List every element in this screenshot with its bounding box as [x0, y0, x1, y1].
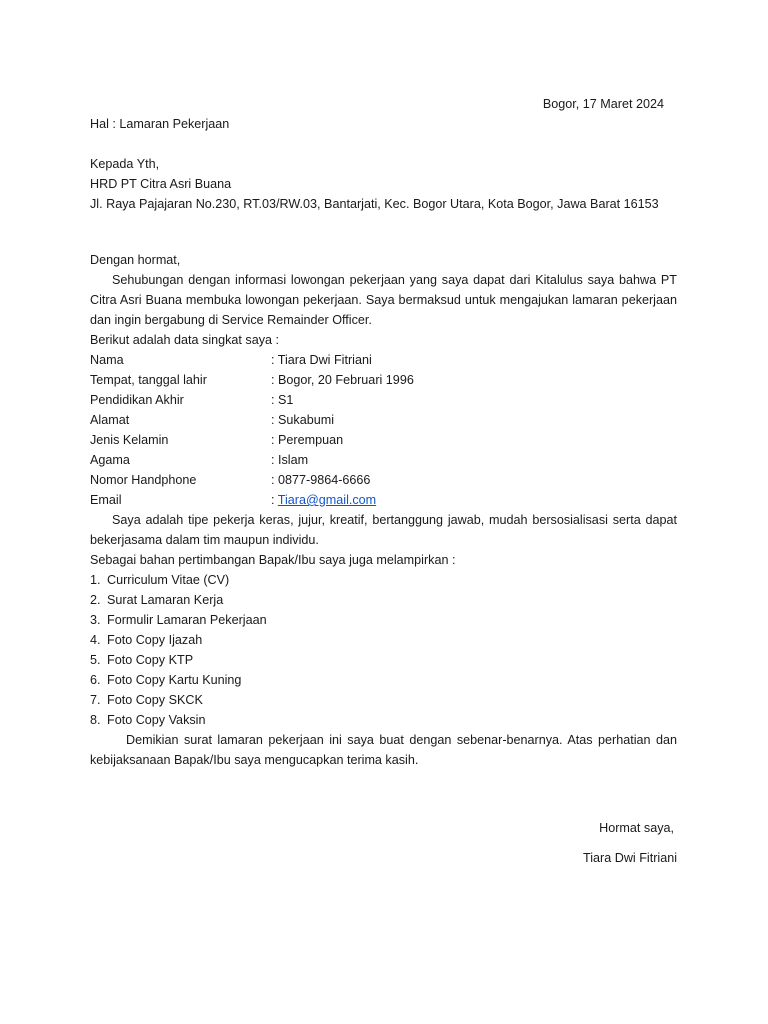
data-row-phone: [90, 470, 677, 490]
data-row-birth: [90, 370, 677, 390]
email-prefix: :: [271, 493, 278, 507]
data-value: : Perempuan: [271, 433, 344, 447]
personal-data-table: [90, 350, 677, 510]
attachments-intro: Sebagai bahan pertimbangan Bapak/Ibu saya juga melampirkan :: [90, 553, 456, 567]
data-value: : Bogor, 20 Februari 1996: [271, 373, 414, 387]
data-value: : S1: [271, 393, 294, 407]
list-item: [90, 650, 677, 670]
data-label: Agama: [90, 453, 130, 467]
list-text: Foto Copy KTP: [107, 653, 194, 667]
recipient-salutation: Kepada Yth,: [90, 157, 160, 171]
list-item: [90, 590, 677, 610]
list-text: Foto Copy Kartu Kuning: [107, 673, 242, 687]
data-intro: Berikut adalah data singkat saya :: [90, 333, 280, 347]
data-row-religion: [90, 450, 677, 470]
data-row-address: [90, 410, 677, 430]
recipient-name: HRD PT Citra Asri Buana: [90, 177, 232, 191]
data-label: Nomor Handphone: [90, 473, 197, 487]
data-row-education: [90, 390, 677, 410]
email-link[interactable]: Tiara@gmail.com: [277, 493, 377, 507]
list-item: [90, 570, 677, 590]
data-row-name: [90, 350, 677, 370]
greeting: Dengan hormat,: [90, 253, 181, 267]
list-text: Foto Copy Vaksin: [107, 713, 206, 727]
letter-subject: Hal : Lamaran Pekerjaan: [90, 117, 230, 131]
attachments-list: [90, 570, 677, 730]
data-row-email: [90, 490, 677, 510]
list-number: 4.: [90, 633, 101, 647]
list-text: Foto Copy Ijazah: [107, 633, 203, 647]
list-item: [90, 630, 677, 650]
list-text: Formulir Lamaran Pekerjaan: [107, 613, 267, 627]
list-item: [90, 690, 677, 710]
data-label: Tempat, tanggal lahir: [90, 373, 207, 387]
data-label: Jenis Kelamin: [90, 433, 169, 447]
list-number: 5.: [90, 653, 101, 667]
list-item: [90, 670, 677, 690]
intro-paragraph: Sehubungan dengan informasi lowongan pekerjaan yang saya dapat dari Kitalulus saya bahwa PT Citra Asri Buana membuka lowongan pekerjaan. Saya bermaksud untuk mengajukan lamaran pekerjaan dan ingin bergabung di Service Remainder Officer.: [90, 273, 677, 327]
data-label: Alamat: [90, 413, 130, 427]
list-number: 3.: [90, 613, 101, 627]
list-number: 1.: [90, 573, 101, 587]
data-value: : Islam: [271, 453, 309, 467]
data-row-gender: [90, 430, 677, 450]
list-number: 8.: [90, 713, 101, 727]
list-item: [90, 610, 677, 630]
letter-date: Bogor, 17 Maret 2024: [542, 97, 664, 111]
data-value: : 0877-9864-6666: [271, 473, 371, 487]
list-number: 6.: [90, 673, 101, 687]
data-label: Nama: [90, 353, 124, 367]
self-description: Saya adalah tipe pekerja keras, jujur, kreatif, bertanggung jawab, mudah bersosialisasi serta dapat bekerjasama dalam tim maupun individu.: [90, 513, 677, 547]
signature-name: Tiara Dwi Fitriani: [583, 851, 677, 865]
list-text: Foto Copy SKCK: [107, 693, 203, 707]
list-text: Surat Lamaran Kerja: [107, 593, 224, 607]
list-number: 7.: [90, 693, 101, 707]
data-value: : Sukabumi: [271, 413, 334, 427]
closing-salutation: Hormat saya,: [599, 821, 674, 835]
list-item: [90, 710, 677, 730]
letter-body: [90, 250, 677, 770]
data-label: Pendidikan Akhir: [90, 393, 184, 407]
recipient-address: Jl. Raya Pajajaran No.230, RT.03/RW.03, Bantarjati, Kec. Bogor Utara, Kota Bogor, Jawa Barat 16153: [90, 197, 659, 211]
list-number: 2.: [90, 593, 101, 607]
list-text: Curriculum Vitae (CV): [107, 573, 230, 587]
email-value: [271, 490, 376, 510]
recipient-block: [90, 154, 659, 214]
data-label: Email: [90, 493, 122, 507]
closing-paragraph: Demikian surat lamaran pekerjaan ini saya buat dengan sebenar-benarnya. Atas perhatian dan kebijaksanaan Bapak/Ibu saya mengucapkan terima kasih.: [90, 733, 677, 767]
data-value: : Tiara Dwi Fitriani: [271, 353, 372, 367]
